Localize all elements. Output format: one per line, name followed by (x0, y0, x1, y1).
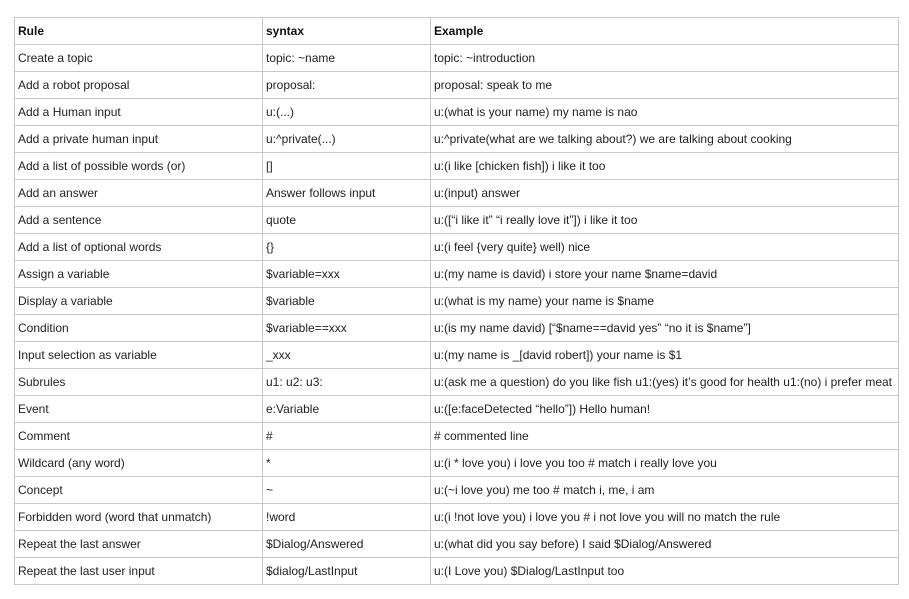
table-row (15, 315, 899, 342)
header-example: Example (431, 18, 899, 45)
table-row (15, 45, 899, 72)
example-cell: u:(ask me a question) do you like fish u1:(yes) it’s good for health u1:(no) i prefer meat (431, 369, 899, 396)
rule-cell: Condition (15, 315, 263, 342)
rule-cell: Display a variable (15, 288, 263, 315)
example-cell: u:(i * love you) i love you too # match i really love you (431, 450, 899, 477)
syntax-cell: u:^private(...) (263, 126, 431, 153)
syntax-cell: ~ (263, 477, 431, 504)
table-row (15, 180, 899, 207)
table-row (15, 369, 899, 396)
syntax-cell: $Dialog/Answered (263, 531, 431, 558)
header-rule: Rule (15, 18, 263, 45)
table-row (15, 504, 899, 531)
syntax-cell: * (263, 450, 431, 477)
rule-cell: Repeat the last user input (15, 558, 263, 585)
syntax-cell: Answer follows input (263, 180, 431, 207)
table-body (15, 45, 899, 585)
syntax-reference-table (14, 17, 899, 585)
rule-cell: Repeat the last answer (15, 531, 263, 558)
example-cell: u:(i !not love you) i love you # i not love you will no match the rule (431, 504, 899, 531)
example-cell: # commented line (431, 423, 899, 450)
rule-cell: Input selection as variable (15, 342, 263, 369)
table-row (15, 477, 899, 504)
table-row (15, 558, 899, 585)
rule-cell: Add an answer (15, 180, 263, 207)
header-syntax: syntax (263, 18, 431, 45)
syntax-cell: proposal: (263, 72, 431, 99)
example-cell: u:([e:faceDetected “hello”]) Hello human! (431, 396, 899, 423)
table-row (15, 126, 899, 153)
table-row (15, 261, 899, 288)
syntax-cell: e:Variable (263, 396, 431, 423)
rule-cell: Create a topic (15, 45, 263, 72)
syntax-cell: u:(...) (263, 99, 431, 126)
rule-cell: Comment (15, 423, 263, 450)
example-cell: u:(my name is david) i store your name $name=david (431, 261, 899, 288)
rule-cell: Add a list of optional words (15, 234, 263, 261)
example-cell: topic: ~introduction (431, 45, 899, 72)
rule-cell: Add a private human input (15, 126, 263, 153)
syntax-cell: $variable (263, 288, 431, 315)
header-row (15, 18, 899, 45)
table-row (15, 423, 899, 450)
rule-cell: Add a Human input (15, 99, 263, 126)
example-cell: u:(my name is _[david robert]) your name is $1 (431, 342, 899, 369)
example-cell: u:(what is my name) your name is $name (431, 288, 899, 315)
syntax-cell: [] (263, 153, 431, 180)
syntax-cell: u1: u2: u3: (263, 369, 431, 396)
syntax-cell: {} (263, 234, 431, 261)
syntax-cell: # (263, 423, 431, 450)
syntax-cell: $variable==xxx (263, 315, 431, 342)
table-header (15, 18, 899, 45)
syntax-cell: !word (263, 504, 431, 531)
example-cell: u:(is my name david) [“$name==david yes” “no it is $name”] (431, 315, 899, 342)
rule-cell: Add a list of possible words (or) (15, 153, 263, 180)
rule-cell: Forbidden word (word that unmatch) (15, 504, 263, 531)
table-row (15, 234, 899, 261)
syntax-cell: $variable=xxx (263, 261, 431, 288)
rule-cell: Concept (15, 477, 263, 504)
table-row (15, 342, 899, 369)
syntax-cell: $dialog/LastInput (263, 558, 431, 585)
table-row (15, 531, 899, 558)
example-cell: u:(what is your name) my name is nao (431, 99, 899, 126)
table-row (15, 99, 899, 126)
syntax-cell: topic: ~name (263, 45, 431, 72)
example-cell: u:(what did you say before) I said $Dialog/Answered (431, 531, 899, 558)
rule-cell: Event (15, 396, 263, 423)
rule-cell: Assign a variable (15, 261, 263, 288)
example-cell: u:(i feel {very quite} well) nice (431, 234, 899, 261)
example-cell: proposal: speak to me (431, 72, 899, 99)
example-cell: u:([“i like it” “i really love it”]) i like it too (431, 207, 899, 234)
table-row (15, 396, 899, 423)
example-cell: u:(~i love you) me too # match i, me, i am (431, 477, 899, 504)
rule-cell: Wildcard (any word) (15, 450, 263, 477)
syntax-cell: _xxx (263, 342, 431, 369)
table-row (15, 153, 899, 180)
rule-cell: Add a sentence (15, 207, 263, 234)
table-row (15, 207, 899, 234)
rule-cell: Subrules (15, 369, 263, 396)
example-cell: u:^private(what are we talking about?) we are talking about cooking (431, 126, 899, 153)
example-cell: u:(input) answer (431, 180, 899, 207)
table-row (15, 450, 899, 477)
table-row (15, 288, 899, 315)
table-row (15, 72, 899, 99)
syntax-cell: quote (263, 207, 431, 234)
example-cell: u:(I Love you) $Dialog/LastInput too (431, 558, 899, 585)
rule-cell: Add a robot proposal (15, 72, 263, 99)
example-cell: u:(i like [chicken fish]) i like it too (431, 153, 899, 180)
